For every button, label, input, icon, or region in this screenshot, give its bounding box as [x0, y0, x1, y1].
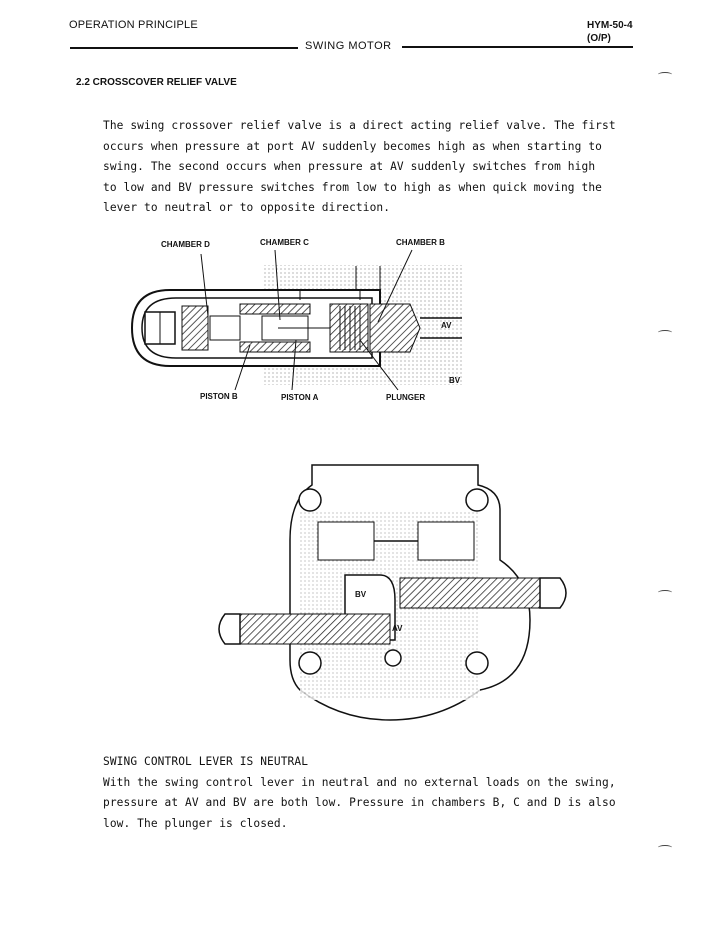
valve-block-diagram — [219, 465, 566, 720]
text-line: With the swing control lever in neutral and no external loads on the swing, — [103, 775, 616, 789]
text-line: lever to neutral or to opposite direction. — [103, 201, 391, 215]
spring-seat — [330, 304, 368, 352]
plunger-body — [370, 304, 420, 352]
bv-passage-label: BV — [355, 590, 367, 599]
chamber-b-label: CHAMBER B — [396, 238, 445, 247]
piston-b-stem — [210, 316, 240, 340]
center-hole — [385, 650, 401, 666]
text-line: pressure at AV and BV are both low. Pressure in chambers B, C and D is also — [103, 796, 616, 810]
relief-valve-right-cap — [540, 578, 566, 608]
relief-valve-section-diagram — [132, 238, 462, 402]
av-port-label: AV — [441, 321, 452, 330]
subsection-heading: 2.2 CROSSCOVER RELIEF VALVE — [76, 77, 237, 88]
bolt-hole-bottom-right — [466, 652, 488, 674]
bolt-hole-bottom-left — [299, 652, 321, 674]
text-line: swing. The second occurs when pressure at AV suddenly switches from high — [103, 160, 596, 174]
relief-valve-left — [240, 614, 390, 644]
piston-b-body — [182, 306, 208, 350]
text-line: SWING CONTROL LEVER IS NEUTRAL — [103, 755, 309, 768]
section-title: SWING MOTOR — [305, 40, 392, 52]
bolt-hole-top-left — [299, 489, 321, 511]
chamber-d-label: CHAMBER D — [161, 240, 210, 249]
sleeve-top — [240, 304, 310, 314]
bv-port-label: BV — [449, 376, 461, 385]
text-line: The swing crossover relief valve is a direct acting relief valve. The first — [103, 119, 616, 132]
text-line: occurs when pressure at port AV suddenly becomes high as when starting to — [103, 139, 602, 153]
plunger-label: PLUNGER — [386, 393, 426, 402]
header-left: OPERATION PRINCIPLE — [69, 19, 198, 31]
relief-valve-left-cap — [219, 614, 240, 644]
document-code-line2: (O/P) — [587, 33, 611, 44]
text-line: to low and BV pressure switches from low to high as when quick moving the — [103, 180, 602, 194]
sleeve-bottom — [240, 342, 310, 352]
av-passage-label: AV — [392, 624, 403, 633]
text-line: low. The plunger is closed. — [103, 816, 288, 830]
chamber-c-label: CHAMBER C — [260, 238, 309, 247]
relief-valve-right — [400, 578, 540, 608]
piston-b-label: PISTON B — [200, 392, 238, 401]
margin-mark — [658, 72, 672, 77]
neutral-paragraph — [103, 752, 623, 834]
check-valve-right — [418, 522, 474, 560]
bolt-hole-top-right — [466, 489, 488, 511]
margin-mark — [658, 845, 672, 850]
document-code-line1: HYM-50-4 — [587, 20, 633, 31]
margin-mark — [658, 330, 672, 335]
check-valve-left — [318, 522, 374, 560]
piston-a-label: PISTON A — [281, 393, 319, 402]
margin-mark — [658, 590, 672, 595]
